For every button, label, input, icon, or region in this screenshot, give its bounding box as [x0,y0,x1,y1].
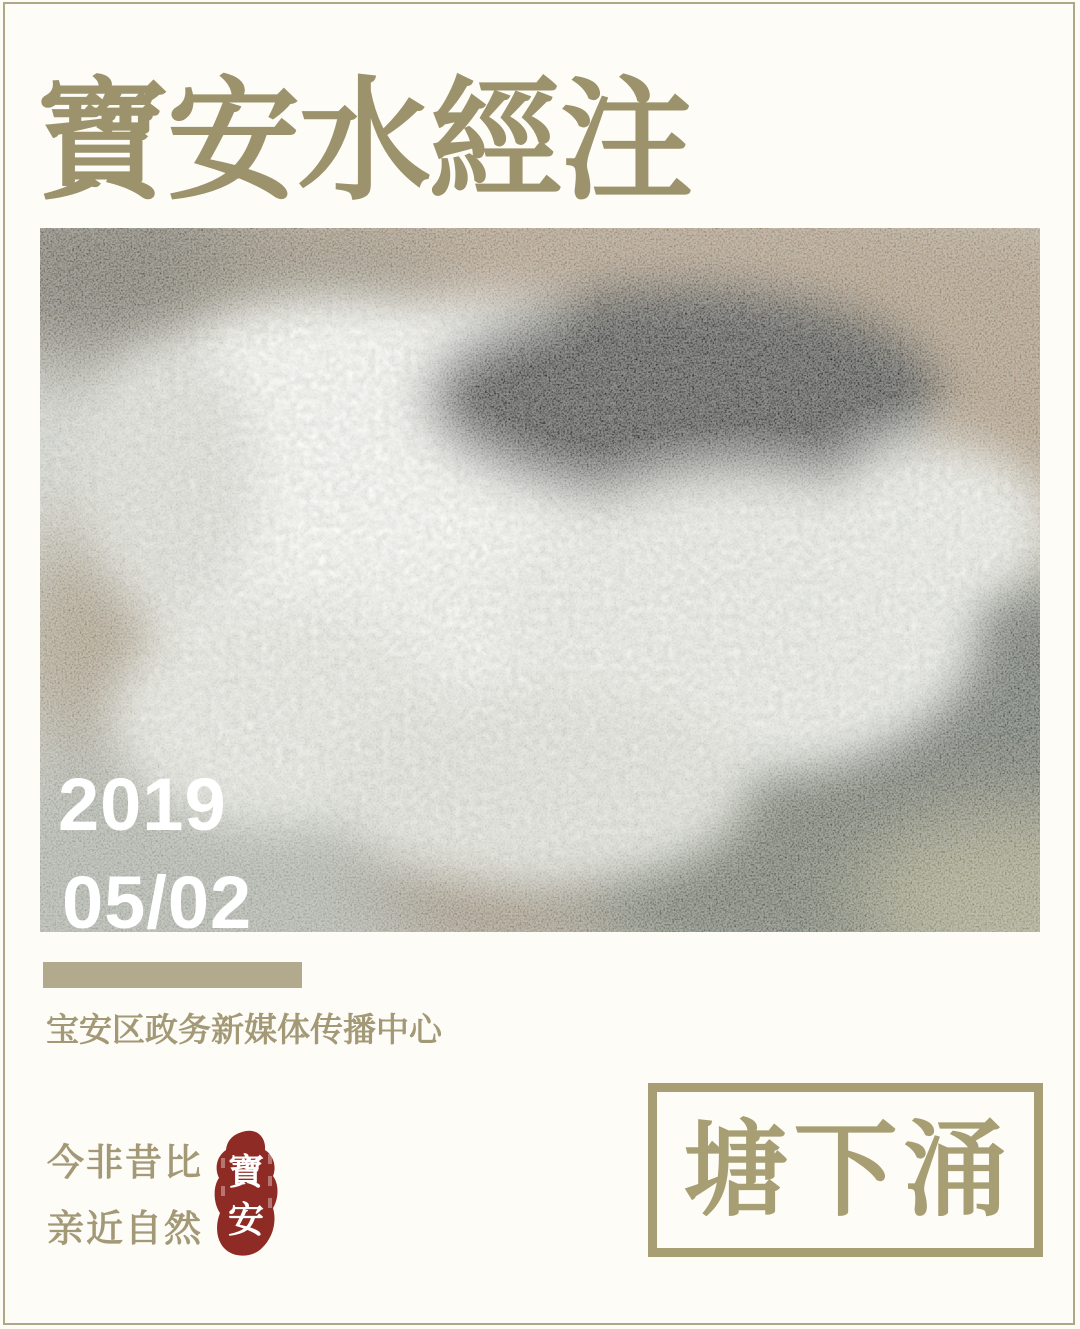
location-label: 塘下涌 [683,1108,1014,1231]
photo-date [58,756,252,932]
date-year: 2019 [58,763,227,846]
date-day: 05/02 [62,861,253,932]
seal-stamp-graphic [208,1128,284,1262]
location-box [648,1083,1043,1257]
seal-char-top: 寶 [227,1151,265,1193]
masthead-title: 寶安水經注 [36,63,691,219]
slogan-line-1: 今非昔比 [47,1142,203,1183]
seal-char-bottom: 安 [227,1199,265,1241]
publisher-name: 宝安区政务新媒体传播中心 [46,1011,442,1048]
stream-photo [40,228,1040,932]
slogan [47,1130,203,1262]
slogan-line-2: 亲近自然 [47,1208,203,1249]
baoan-red-seal [208,1128,284,1262]
divider-bar [43,962,302,988]
